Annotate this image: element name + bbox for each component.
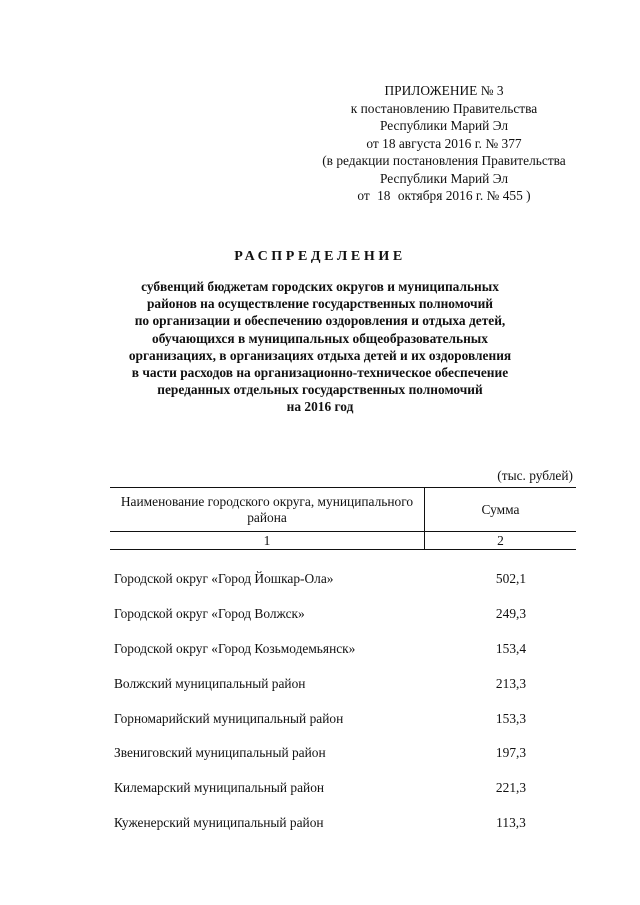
table-row [110, 666, 576, 701]
row-sum: 153,3 [495, 710, 527, 726]
appendix-edition-note: (в редакции постановления Правительства [322, 153, 566, 168]
row-name: Городской округ «Город Волжск» [114, 606, 305, 622]
row-sum: 213,3 [495, 675, 527, 691]
appendix-edition-republic: Республики Марий Эл [379, 170, 509, 186]
subtitle-line: районов на осуществление государственных полномочий [146, 296, 494, 312]
edition-prefix: от [357, 188, 370, 203]
appendix-resolution-ref: к постановлению Правительства [350, 100, 538, 116]
row-name: Волжский муниципальный район [114, 675, 306, 691]
subtitle-line: переданных отдельных государственных полномочий [157, 382, 483, 398]
subtitle-line: обучающихся в муниципальных общеобразовательных [152, 330, 488, 346]
subtitle-line: в части расходов на организационно-техническое обеспечение [131, 365, 509, 381]
edition-suffix: ) [526, 188, 531, 203]
edition-number: 455 [502, 188, 523, 203]
row-sum: 197,3 [495, 745, 527, 761]
appendix-republic: Республики Марий Эл [379, 118, 509, 133]
row-name: Килемарский муниципальный район [114, 780, 325, 796]
row-sum: 502,1 [495, 571, 527, 587]
edition-day: 18 [377, 188, 391, 203]
row-sum: 113,3 [496, 814, 526, 830]
subtitle-line: организациях, в организациях отдыха детей и их оздоровления [128, 347, 512, 363]
row-name: Горномарийский муниципальный район [114, 710, 344, 726]
row-name: Городской округ «Город Йошкар-Ола» [114, 571, 334, 587]
table-row [110, 562, 576, 597]
appendix-edition-date [296, 187, 592, 205]
table-row [110, 806, 576, 841]
document-title: РАСПРЕДЕЛЕНИЕ [234, 249, 406, 264]
row-name: Звениговский муниципальный район [114, 745, 326, 761]
table-header-row [110, 488, 576, 532]
row-sum: 153,4 [495, 640, 527, 656]
appendix-title: ПРИЛОЖЕНИЕ № 3 [384, 83, 504, 98]
table-row [110, 632, 576, 667]
column-number-1: 1 [110, 532, 425, 549]
document-subtitle [100, 278, 540, 416]
distribution-table-header [110, 487, 576, 550]
appendix-block [296, 82, 592, 205]
table-row [110, 701, 576, 736]
row-name: Городской округ «Город Козьмодемьянск» [114, 640, 356, 656]
column-number-2: 2 [497, 533, 504, 548]
subtitle-line: на 2016 год [286, 399, 354, 415]
header-sum-cell: Сумма [481, 501, 520, 517]
column-number-row [110, 532, 576, 550]
subtitle-line: по организации и обеспечению оздоровления и отдыха детей, [134, 313, 506, 329]
appendix-date-number: от 18 августа 2016 г. № 377 [366, 135, 522, 151]
row-name: Куженерский муниципальный район [114, 814, 324, 830]
edition-month-year: октября 2016 г. № [397, 188, 500, 203]
distribution-table-body [110, 562, 576, 840]
table-row [110, 736, 576, 771]
table-row [110, 597, 576, 632]
header-name-cell: Наименование городского округа, муниципального района [110, 488, 425, 531]
row-sum: 249,3 [495, 606, 527, 622]
table-row [110, 771, 576, 806]
subtitle-line: субвенций бюджетам городских округов и муниципальных [141, 279, 499, 294]
units-label: (тыс. рублей) [497, 468, 573, 483]
row-sum: 221,3 [495, 780, 527, 796]
